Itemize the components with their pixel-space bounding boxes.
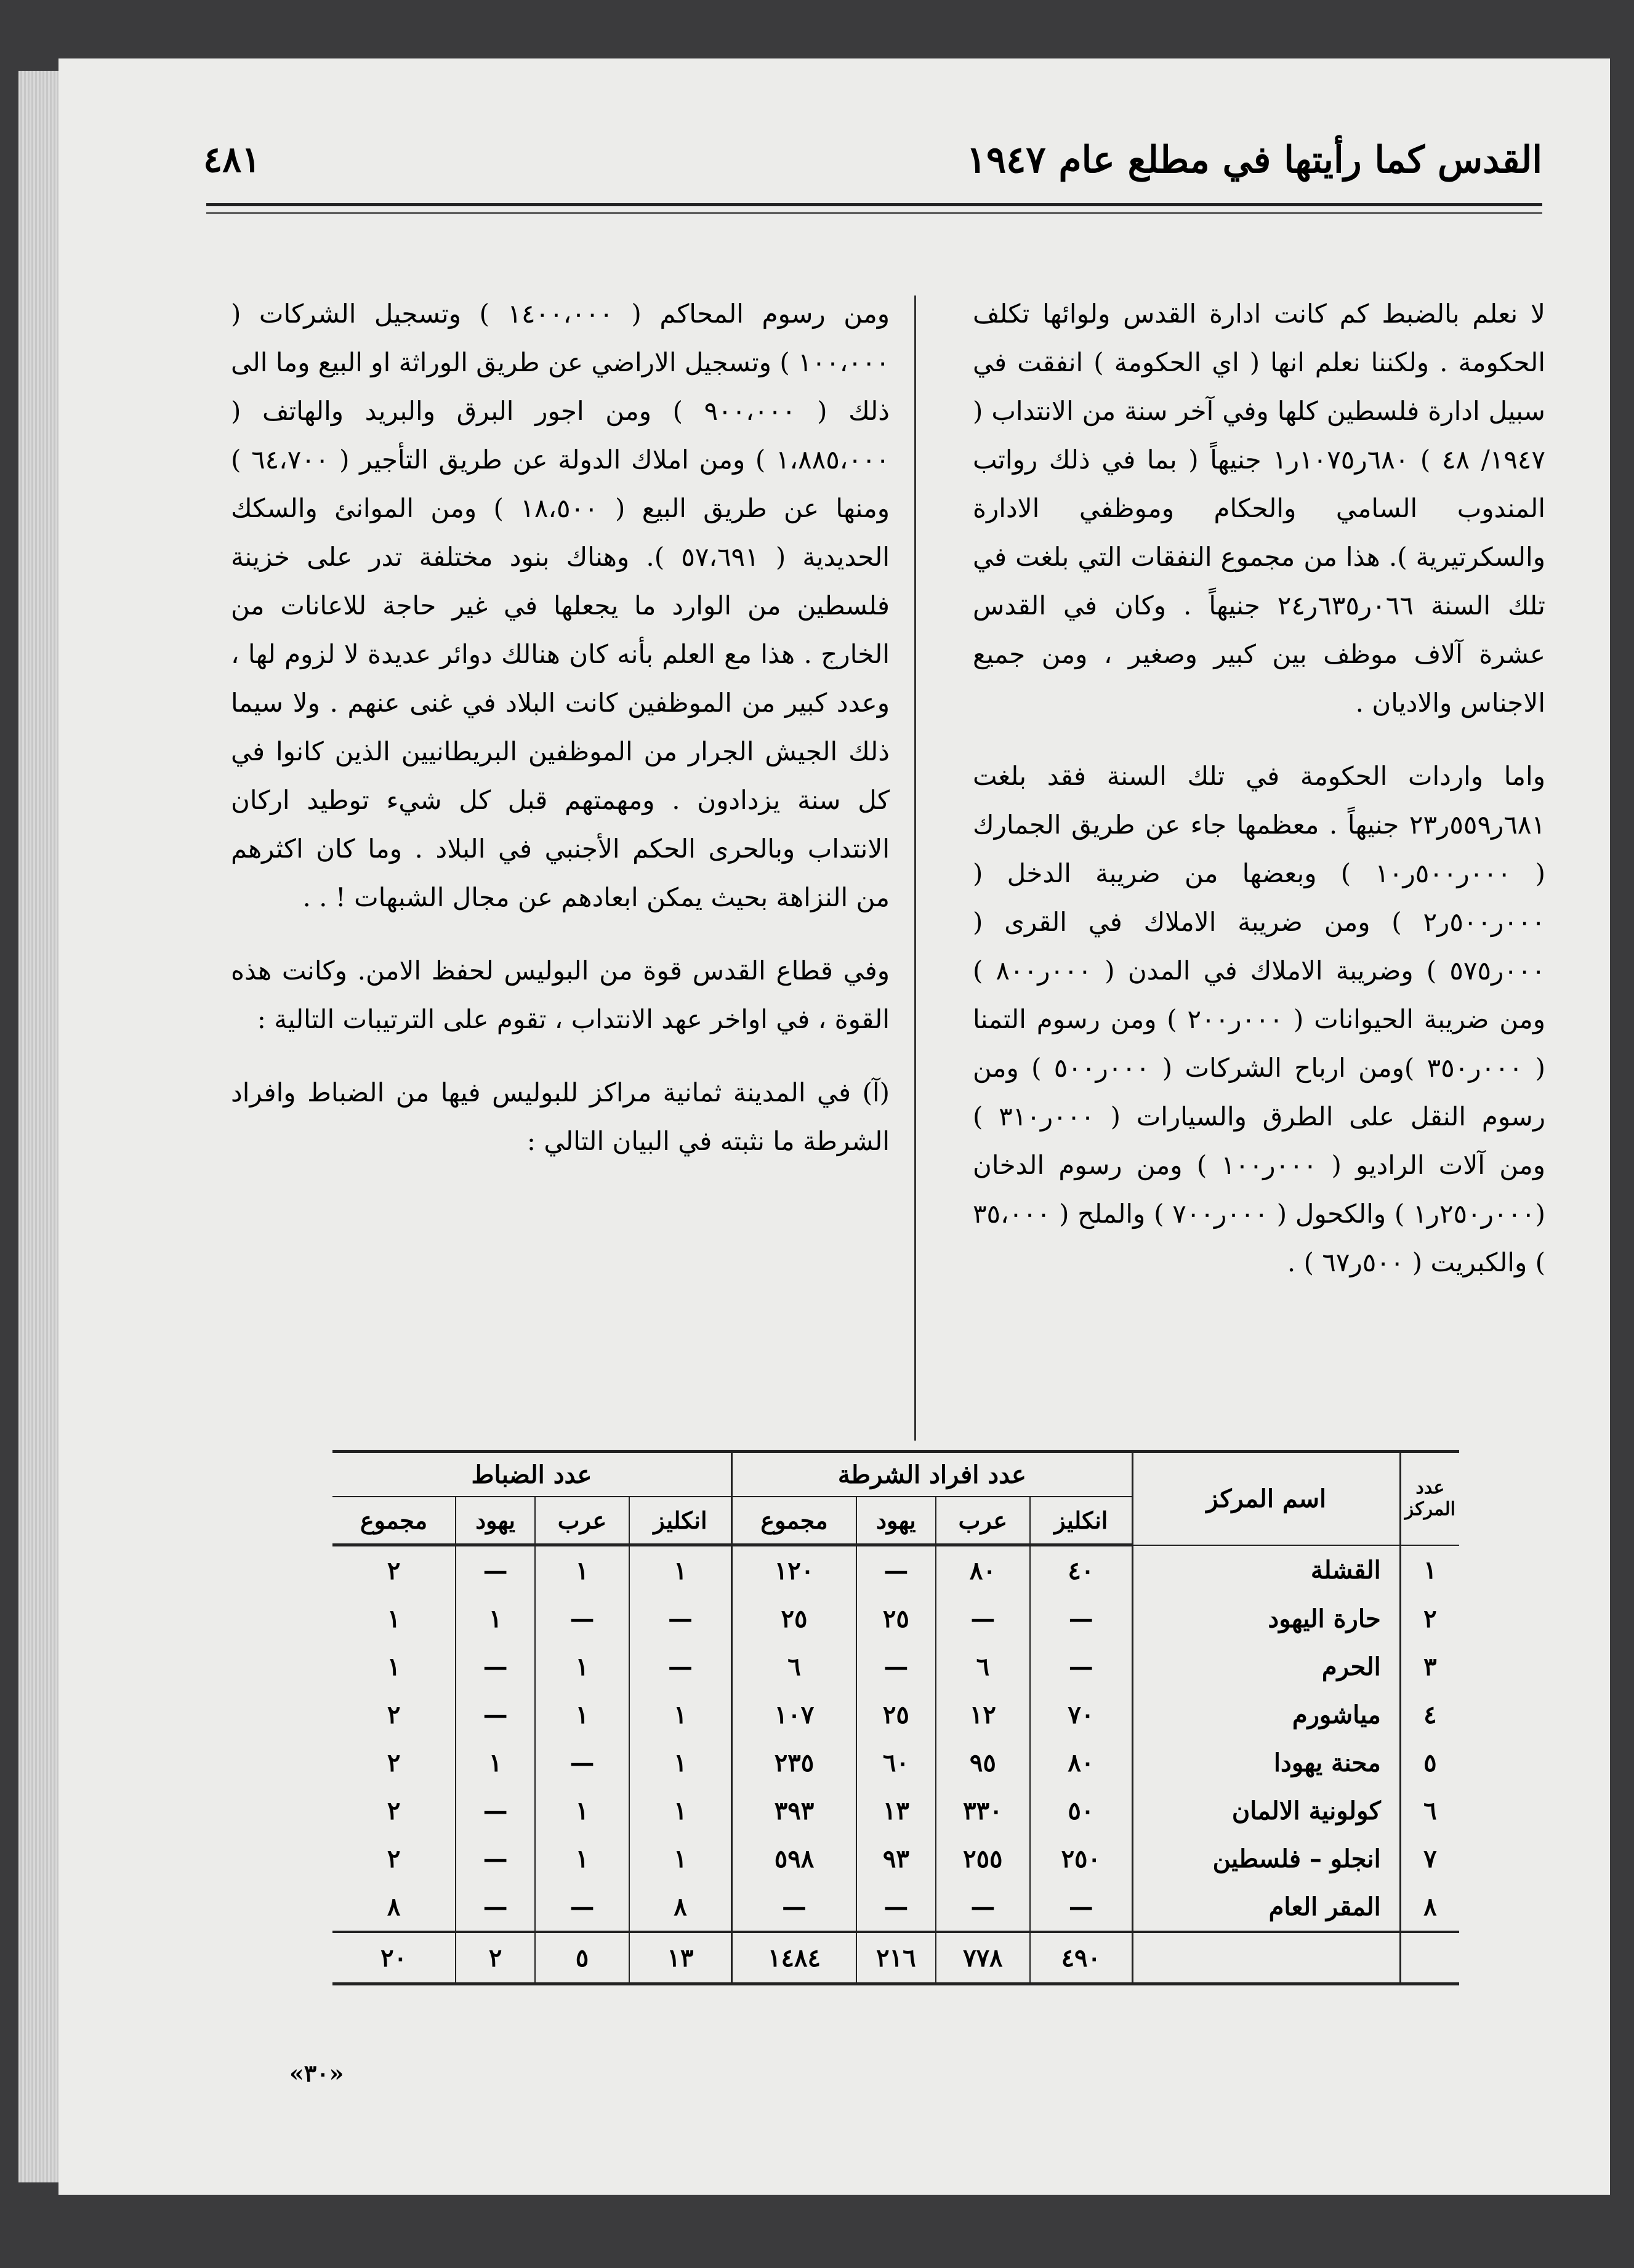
- cell: —: [456, 1643, 535, 1691]
- total-cell: ٤٩٠: [1030, 1932, 1132, 1984]
- cell: ١: [387, 1652, 401, 1681]
- cell: ٢٣٥: [731, 1739, 856, 1787]
- col-header-name: اسم المركز: [1132, 1452, 1400, 1545]
- table-row: [332, 1883, 1459, 1932]
- cell: —: [456, 1835, 535, 1883]
- total-cell: ٢١٦: [856, 1932, 936, 1984]
- col-header-number: عدد المركز: [1400, 1452, 1459, 1545]
- cell: ٨٠: [1030, 1739, 1132, 1787]
- cell: —: [456, 1787, 535, 1835]
- cell: ١: [535, 1691, 629, 1739]
- table-row: [332, 1739, 1459, 1787]
- cell: —: [1030, 1643, 1132, 1691]
- cell: ٨: [629, 1883, 731, 1932]
- cell: ١: [629, 1787, 731, 1835]
- cell-empty: [1132, 1932, 1400, 1984]
- cell: ٢: [387, 1844, 401, 1873]
- table-row: [332, 1594, 1459, 1643]
- cell: ٨: [387, 1892, 401, 1921]
- table-row: [332, 1835, 1459, 1883]
- cell: —: [936, 1883, 1030, 1932]
- cell: ٧٠: [1030, 1691, 1132, 1739]
- cell: ٢٥٠: [1030, 1835, 1132, 1883]
- total-cell: ٢: [456, 1932, 535, 1984]
- paragraph: (آ) في المدينة ثمانية مراكز للبوليس فيها من الضباط وافراد الشرطة ما نثبته في البيان التالي :: [231, 1077, 890, 1156]
- cell: ٦: [731, 1643, 856, 1691]
- cell-number: ٨: [1400, 1883, 1459, 1932]
- sub-header: عرب: [535, 1497, 629, 1545]
- cell: —: [856, 1643, 936, 1691]
- sub-header: يهود: [456, 1497, 535, 1545]
- cell: —: [629, 1643, 731, 1691]
- cell: ٦: [936, 1643, 1030, 1691]
- right-text-column: [973, 289, 1545, 1311]
- total-cell: ١٤٨٤: [731, 1932, 856, 1984]
- cell: ٩٥: [936, 1739, 1030, 1787]
- cell: ٢: [387, 1748, 401, 1777]
- cell: ٢٥: [731, 1594, 856, 1643]
- cell: ١: [535, 1545, 629, 1595]
- group-header-officers: عدد الضباط: [332, 1452, 731, 1497]
- paragraph: ومن رسوم المحاكم ( ١٤٠٠،٠٠٠ ) وتسجيل الشركات ( ١٠٠،٠٠٠ ) وتسجيل الاراضي عن طريق الوراثة او البيع وما الى ذلك ( ٩٠٠،٠٠٠ ) ومن اجور البرق والبريد والهاتف ( ١،٨٨٥،٠٠٠ ) ومن املاك الدولة عن طريق التأجير ( ٦٤،٧٠٠ ) ومنها عن طريق البيع ( ١٨،٥٠٠ ) ومن الموانئ والسكك الحديدية ( ٥٧،٦٩١ ). وهناك بنود مختلفة تدر على خزينة فلسطين من الوارد ما يجعلها في غير حاجة للاعانات من الخارج . هذا مع العلم بأنه كان هنالك دوائر عديدة لا لزوم لها ، وعدد كبير من الموظفين كانت البلاد في غنى عنهم . ولا سيما ذلك الجيش الجرار من الموظفين البريطانيين الذين كانوا في كل سنة يزدادون . ومهمتهم قبل كل شيء توطيد اركان الانتداب وبالحرى الحكم الأجنبي في البلاد . وما كان اكثرهم من النزاهة بحيث يمكن ابعادهم عن مجال الشبهات ! . .: [231, 299, 890, 912]
- cell-name: مياشورم: [1132, 1691, 1400, 1739]
- cell-name: القشلة: [1132, 1545, 1400, 1595]
- cell-name: انجلو – فلسطين: [1132, 1835, 1400, 1883]
- cell: —: [1030, 1594, 1132, 1643]
- table-row: [332, 1691, 1459, 1739]
- total-cell: ٧٧٨: [936, 1932, 1030, 1984]
- cell: —: [856, 1883, 936, 1932]
- cell-name: محنة يهودا: [1132, 1739, 1400, 1787]
- cell: ١: [629, 1545, 731, 1595]
- group-header-police: عدد افراد الشرطة: [731, 1452, 1132, 1497]
- cell: ١: [629, 1739, 731, 1787]
- cell: —: [936, 1594, 1030, 1643]
- cell: —: [456, 1691, 535, 1739]
- cell: ٥٠: [1030, 1787, 1132, 1835]
- cell: ٢: [387, 1556, 401, 1585]
- cell: ٦٠: [856, 1739, 936, 1787]
- total-cell: ١٣: [629, 1932, 731, 1984]
- table-row: [332, 1787, 1459, 1835]
- cell: ١: [535, 1787, 629, 1835]
- police-stations-table: [332, 1450, 1459, 1985]
- cell: ٣٩٣: [731, 1787, 856, 1835]
- cell: —: [456, 1545, 535, 1595]
- cell: ١: [535, 1643, 629, 1691]
- cell: —: [535, 1739, 629, 1787]
- cell-name: كولونية الالمان: [1132, 1787, 1400, 1835]
- cell: ٢: [387, 1700, 401, 1729]
- cell: ١٠٧: [731, 1691, 856, 1739]
- cell: ٢٥٥: [936, 1835, 1030, 1883]
- cell: —: [535, 1883, 629, 1932]
- cell: —: [856, 1545, 936, 1595]
- cell: ٥٩٨: [731, 1835, 856, 1883]
- cell: ١: [456, 1739, 535, 1787]
- cell: ١: [629, 1835, 731, 1883]
- cell: ١: [456, 1594, 535, 1643]
- cell: —: [629, 1594, 731, 1643]
- cell: ٣٣٠: [936, 1787, 1030, 1835]
- signature-mark: «٣٠»: [289, 2059, 344, 2087]
- left-text-column: [231, 289, 890, 1190]
- cell: —: [456, 1883, 535, 1932]
- column-divider: [914, 296, 916, 1441]
- cell: ٢٥: [856, 1594, 936, 1643]
- paragraph: وفي قطاع القدس قوة من البوليس لحفظ الامن. وكانت هذه القوة ، في اواخر عهد الانتداب ، تقوم على الترتيبات التالية :: [231, 955, 890, 1034]
- cell: ١: [387, 1604, 401, 1633]
- sub-header: عرب: [936, 1497, 1030, 1545]
- page-header: [203, 139, 1542, 194]
- cell: ٢: [387, 1796, 401, 1825]
- cell-number: ٦: [1400, 1787, 1459, 1835]
- totals-row: [332, 1932, 1459, 1984]
- cell: ١٢٠: [731, 1545, 856, 1595]
- total-cell: ٥: [535, 1932, 629, 1984]
- total-cell: ٢٠: [332, 1932, 456, 1984]
- paragraph: لا نعلم بالضبط كم كانت ادارة القدس ولوائها تكلف الحكومة . ولكننا نعلم انها ( اي الحكومة ) انفقت في سبيل ادارة فلسطين كلها وفي آخر سنة من الانتداب ( ١٩٤٧/ ٤٨ ) ٦٨٠ر١٠٧٥ر١ جنيهاً ( بما في ذلك رواتب المندوب السامي والحكام وموظفي الادارة والسكرتيرية ). هذا من مجموع النفقات التي بلغت في تلك السنة ٠٦٦ر٦٣٥ر٢٤ جنيهاً . وكان في القدس عشرة آلاف موظف بين كبير وصغير ، ومن جميع الاجناس والاديان .: [973, 299, 1545, 718]
- cell: ٩٣: [856, 1835, 936, 1883]
- sub-header: انكليز: [629, 1497, 731, 1545]
- cell: —: [1030, 1883, 1132, 1932]
- sub-header: يهود: [856, 1497, 936, 1545]
- cell-number: ٧: [1400, 1835, 1459, 1883]
- cell: —: [731, 1883, 856, 1932]
- sub-header: مجموع: [731, 1497, 856, 1545]
- cell: ٢٥: [856, 1691, 936, 1739]
- cell-number: ٢: [1400, 1594, 1459, 1643]
- sub-header: انكليز: [1030, 1497, 1132, 1545]
- cell: ٨٠: [936, 1545, 1030, 1595]
- cell-number: ٣: [1400, 1643, 1459, 1691]
- running-title: القدس كما رأيتها في مطلع عام ١٩٤٧: [966, 139, 1542, 182]
- cell: ١٣: [856, 1787, 936, 1835]
- cell: ٤٠: [1030, 1545, 1132, 1595]
- cell-empty: [1400, 1932, 1459, 1984]
- sub-header: مجموع: [332, 1497, 456, 1545]
- cell: ١٢: [936, 1691, 1030, 1739]
- cell-number: ٤: [1400, 1691, 1459, 1739]
- table-row: [332, 1545, 1459, 1595]
- cell-name: الحرم: [1132, 1643, 1400, 1691]
- cell-number: ٥: [1400, 1739, 1459, 1787]
- cell-name: حارة اليهود: [1132, 1594, 1400, 1643]
- cell: —: [535, 1594, 629, 1643]
- cell: ١: [535, 1835, 629, 1883]
- table-row: [332, 1643, 1459, 1691]
- cell-number: ١: [1400, 1545, 1459, 1595]
- cell: ١: [629, 1691, 731, 1739]
- header-rule: [206, 203, 1542, 214]
- cell-name: المقر العام: [1132, 1883, 1400, 1932]
- paragraph: واما واردات الحكومة في تلك السنة فقد بلغت ٦٨١ر٥٥٩ر٢٣ جنيهاً . معظمها جاء عن طريق الجمارك ( ٠٠٠ر٥٠٠ر١٠ ) وبعضها من ضريبة الدخل ( ٠٠٠ر٥٠٠ر٢ ) ومن ضريبة الاملاك في القرى ( ٠٠٠ر٥٧٥ ) وضريبة الاملاك في المدن ( ٠٠٠ر٨٠٠ ) ومن ضريبة الحيوانات ( ٠٠٠ر٢٠٠ ) ومن رسوم التمنا ( ٠٠٠ر٣٥٠ )ومن ارباح الشركات ( ٠٠٠ر٥٠٠ ) ومن رسوم النقل على الطرق والسيارات ( ٠٠٠ر٣١٠ ) ومن آلات الراديو ( ٠٠٠ر١٠٠ ) ومن رسوم الدخان (٠٠٠ر٢٥٠ر١ ) والكحول ( ٠٠٠ر٧٠٠ ) والملح ( ٣٥،٠٠٠ ) والكبريت ( ٥٠٠ر٦٧ ) .: [973, 761, 1545, 1277]
- page-number: ٤٨١: [203, 139, 261, 180]
